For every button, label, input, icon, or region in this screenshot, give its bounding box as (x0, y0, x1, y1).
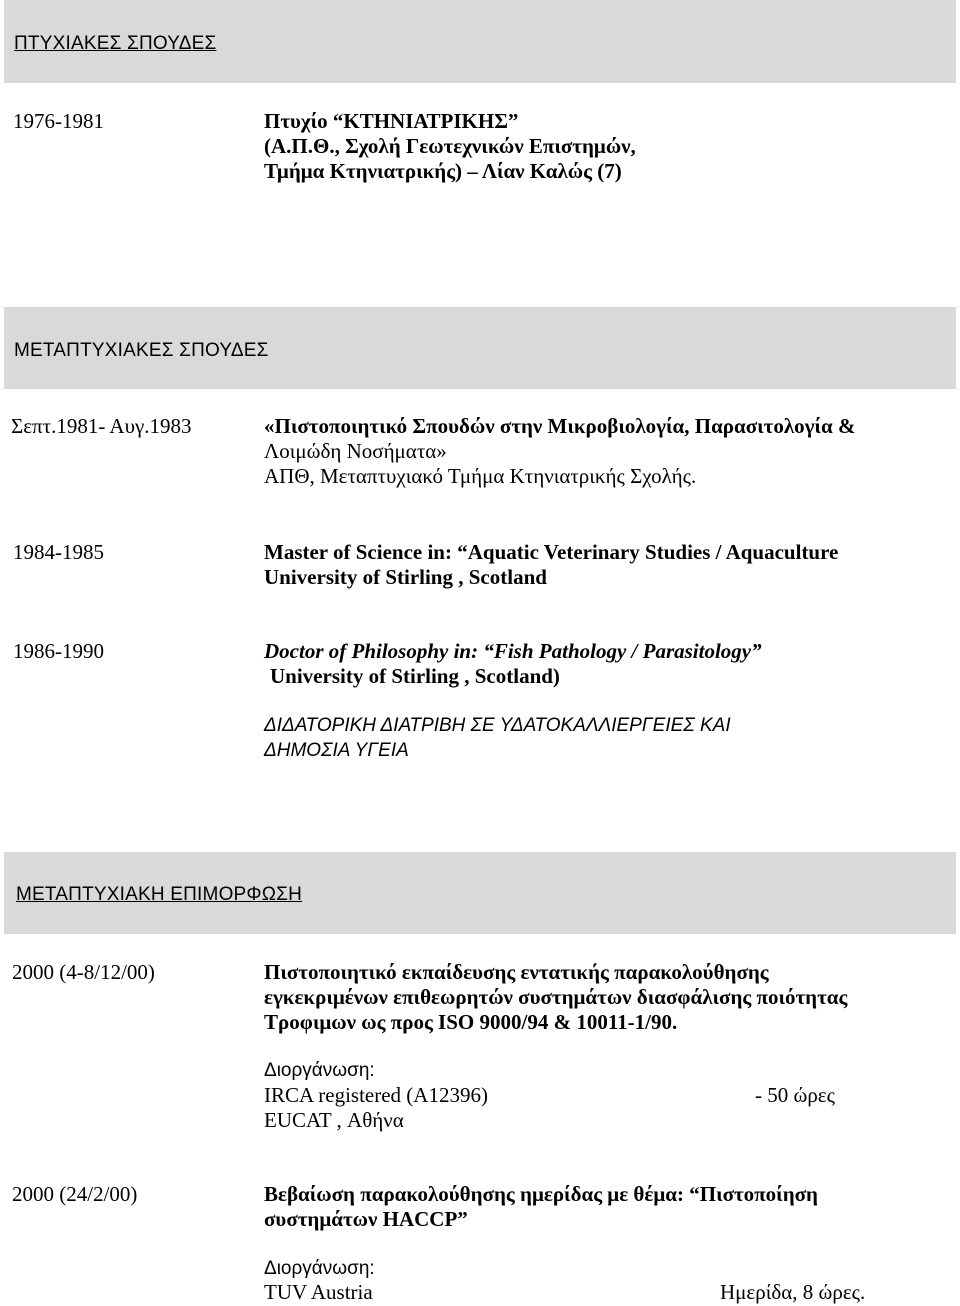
postgrad-cert-line-3: ΑΠΘ, Μεταπτυχιακό Τμήμα Κτηνιατρικής Σχολής. (264, 464, 697, 488)
postgrad-cert-line-2: Λοιμώδη Νοσήματα» (264, 439, 447, 463)
iso-org-label: Διοργάνωση: (264, 1060, 375, 1081)
msc-text (264, 540, 838, 590)
msc-line-2: University of Stirling , Scotland (264, 565, 547, 589)
undergrad-degree (264, 109, 636, 184)
undergrad-line-1: Πτυχίο “ΚΤΗΝΙΑΤΡΙΚΗΣ” (264, 109, 519, 133)
iso-line-1: Πιστοποιητικό εκπαίδευσης εντατικής παρακολούθησης (264, 960, 769, 984)
iso-line-2: εγκεκριμένων επιθεωρητών συστημάτων διασφάλισης ποιότητας (264, 985, 848, 1009)
haccp-duration: Ημερίδα, 8 ώρες. (720, 1280, 866, 1304)
haccp-org-label: Διοργάνωση: (264, 1258, 375, 1279)
phd-thesis-line-2: ΔΗΜΟΣΙΑ ΥΓΕΙΑ (264, 740, 409, 761)
section-title-training: ΜΕΤΑΠΤΥΧΙΑΚΗ ΕΠΙΜΟΡΦΩΣΗ (16, 884, 303, 905)
undergrad-line-2: (Α.Π.Θ., Σχολή Γεωτεχνικών Επιστημών, (264, 134, 636, 158)
phd-university: University of Stirling , Scotland) (270, 664, 560, 688)
undergrad-line-3: Τμήμα Κτηνιατρικής) – Λίαν Καλώς (7) (264, 159, 622, 183)
haccp-org-line-1: TUV Austria (264, 1280, 373, 1304)
undergrad-date: 1976-1981 (13, 109, 104, 133)
phd-degree: Doctor of Philosophy in: “Fish Pathology / Parasitology” (264, 639, 762, 663)
phd-thesis (264, 713, 731, 763)
haccp-line-2: συστημάτων HACCP” (264, 1207, 468, 1231)
haccp-text (264, 1182, 818, 1232)
msc-date: 1984-1985 (13, 540, 104, 564)
iso-line-3: Τροφιμων ως προς ISO 9000/94 & 10011-1/90. (264, 1010, 678, 1034)
iso-date: 2000 (4-8/12/00) (12, 960, 155, 984)
postgrad-cert-text (264, 414, 855, 489)
postgrad-cert-line-1: «Πιστοποιητικό Σπουδών στην Μικροβιολογία, Παρασιτολογία & (264, 414, 856, 438)
iso-org-line-1: IRCA registered (A12396) (264, 1083, 488, 1107)
msc-line-1: Master of Science in: “Aquatic Veterinary Studies / Aquaculture (264, 540, 839, 564)
phd-date: 1986-1990 (13, 639, 104, 663)
section-title-undergrad: ΠΤΥΧΙΑΚΕΣ ΣΠΟΥΔΕΣ (14, 33, 217, 54)
iso-text (264, 960, 847, 1035)
iso-duration: - 50 ώρες (755, 1083, 835, 1107)
haccp-date: 2000 (24/2/00) (12, 1182, 138, 1206)
postgrad-cert-date: Σεπτ.1981- Αυγ.1983 (11, 414, 192, 438)
phd-thesis-line-1: ΔΙΔΑΤΟΡΙΚΗ ΔΙΑΤΡΙΒΗ ΣΕ ΥΔΑΤΟΚΑΛΛΙΕΡΓΕΙΕΣ ΚΑΙ (264, 715, 731, 736)
haccp-line-1: Βεβαίωση παρακολούθησης ημερίδας με θέμα: “Πιστοποίηση (264, 1182, 818, 1206)
iso-org-line-2: EUCAT , Αθήνα (264, 1108, 404, 1132)
section-title-postgrad: ΜΕΤΑΠΤΥΧΙΑΚΕΣ ΣΠΟΥΔΕΣ (14, 340, 269, 361)
